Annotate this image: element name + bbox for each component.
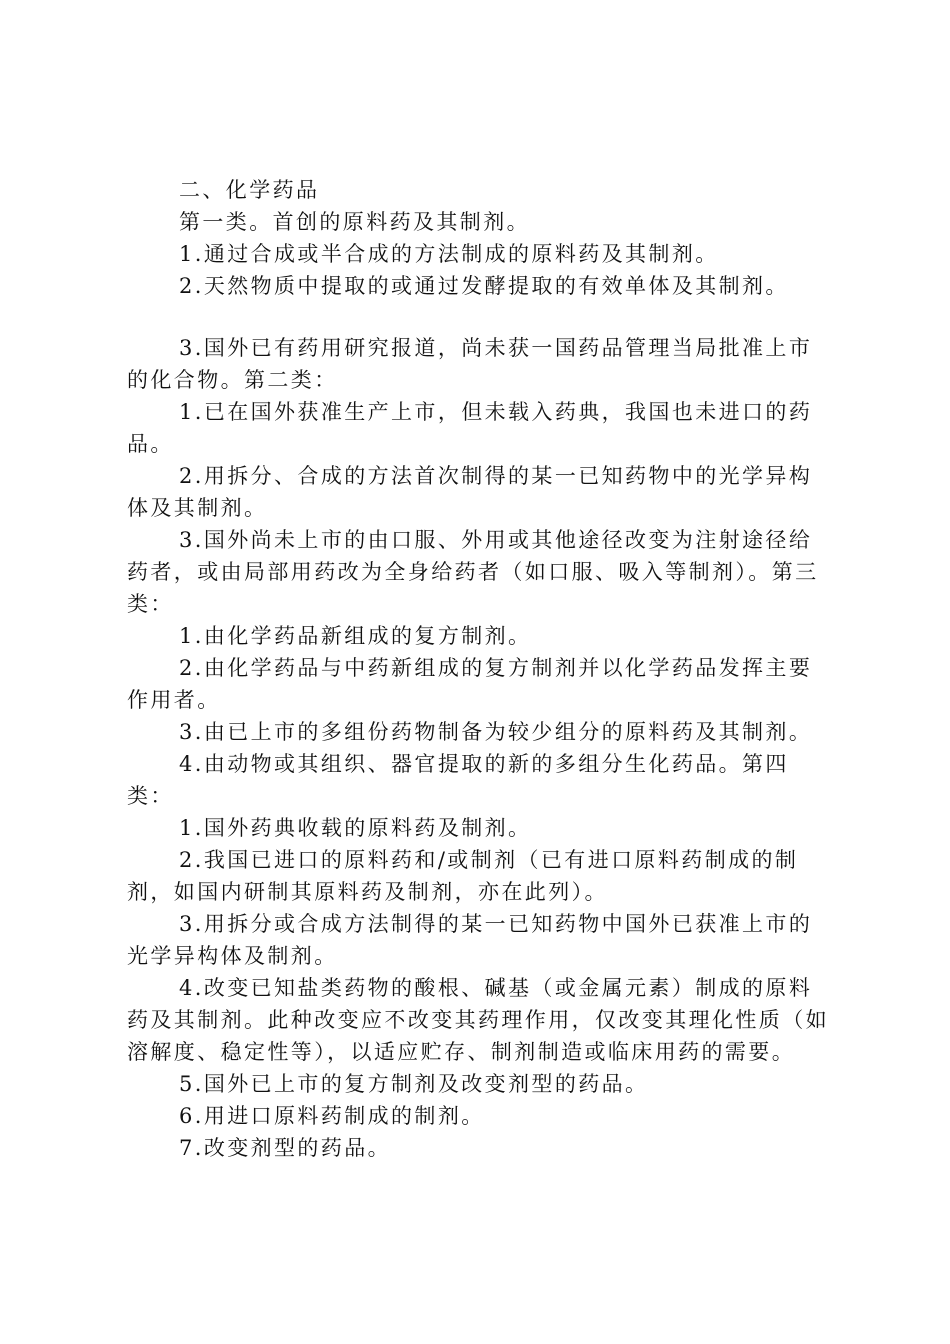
category-heading-1: 第一类。首创的原料药及其制剂。 bbox=[179, 210, 530, 234]
list-item: 3.由已上市的多组份药物制备为较少组分的原料药及其制剂。 bbox=[179, 720, 813, 744]
list-item: 3.国外已有药用研究报道，尚未获一国药品管理当局批准上市的化合物。第二类： bbox=[127, 336, 813, 392]
list-item: 2.用拆分、合成的方法首次制得的某一已知药物中的光学异构体及其制剂。 bbox=[127, 464, 813, 520]
list-item: 2.天然物质中提取的或通过发酵提取的有效单体及其制剂。 bbox=[179, 274, 789, 298]
list-item: 2.由化学药品与中药新组成的复方制剂并以化学药品发挥主要作用者。 bbox=[127, 656, 813, 712]
list-item: 4.由动物或其组织、器官提取的新的多组分生化药品。第四类： bbox=[127, 752, 789, 808]
list-item: 3.用拆分或合成方法制得的某一已知药物中国外已获准上市的光学异构体及制剂。 bbox=[127, 912, 813, 968]
list-item: 1.通过合成或半合成的方法制成的原料药及其制剂。 bbox=[179, 242, 719, 266]
list-item: 1.由化学药品新组成的复方制剂。 bbox=[179, 624, 532, 648]
list-item: 1.已在国外获准生产上市，但未载入药典，我国也未进口的药品。 bbox=[127, 400, 813, 456]
document-body bbox=[127, 174, 833, 1164]
list-item: 3.国外尚未上市的由口服、外用或其他途径改变为注射途径给药者，或由局部用药改为全身给药者（如口服、吸入等制剂）。第三类： bbox=[127, 528, 819, 616]
section-heading: 二、化学药品 bbox=[179, 178, 320, 202]
list-item: 2.我国已进口的原料药和/或制剂（已有进口原料药制成的制剂，如国内研制其原料药及制剂，亦在此列）。 bbox=[127, 848, 799, 904]
list-item: 4.改变已知盐类药物的酸根、碱基（或金属元素）制成的原料药及其制剂。此种改变应不改变其药理作用，仅改变其理化性质（如溶解度、稳定性等），以适应贮存、制剂制造或临床用药的需要。 bbox=[127, 976, 829, 1064]
list-item: 6.用进口原料药制成的制剂。 bbox=[179, 1104, 485, 1128]
list-item: 1.国外药典收载的原料药及制剂。 bbox=[179, 816, 532, 840]
list-item: 5.国外已上市的复方制剂及改变剂型的药品。 bbox=[179, 1072, 649, 1096]
list-item: 7.改变剂型的药品。 bbox=[179, 1136, 392, 1160]
